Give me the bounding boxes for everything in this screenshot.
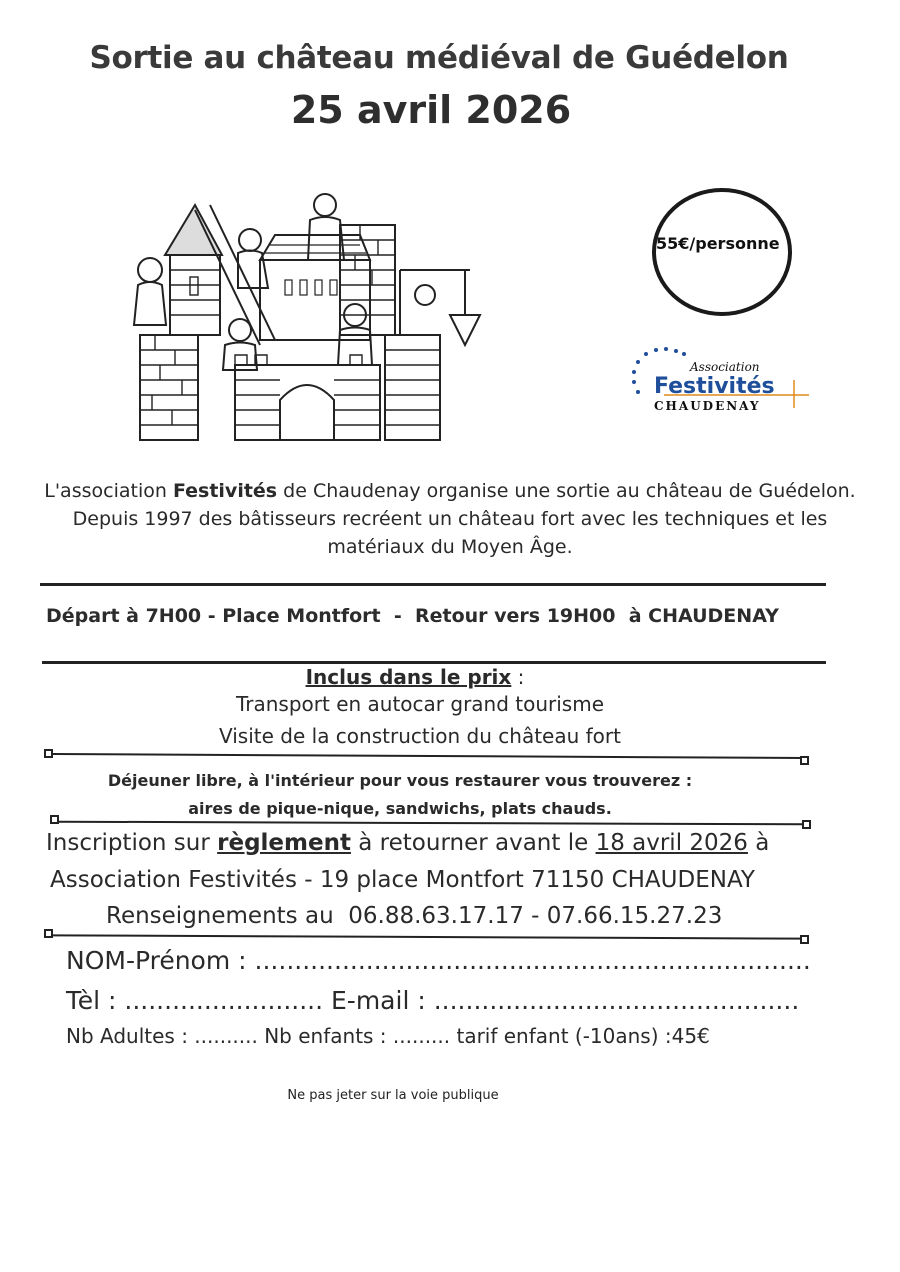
event-date: 25 avril 2026 bbox=[290, 88, 572, 132]
divider bbox=[40, 583, 826, 586]
castle-illustration bbox=[110, 165, 500, 450]
line-end bbox=[50, 815, 59, 824]
intro-association-name: Festivités bbox=[172, 480, 278, 502]
schedule-line: Départ à 7H00 - Place Montfort - Retour vers 19H00 à CHAUDENAY bbox=[46, 605, 779, 627]
included-item: Visite de la construction du château fort bbox=[219, 724, 621, 748]
page-title: Sortie au château médiéval de Guédelon bbox=[89, 40, 789, 76]
included-title: Inclus dans le prix bbox=[305, 665, 512, 689]
registration-middle: à retourner avant le bbox=[350, 830, 596, 856]
included-colon: : bbox=[511, 665, 525, 689]
registration-suffix: à bbox=[747, 830, 770, 856]
footer-note: Ne pas jeter sur la voie publique bbox=[287, 1088, 499, 1103]
logo-line3: CHAUDENAY bbox=[654, 399, 761, 413]
registration-prefix: Inscription sur bbox=[46, 830, 218, 856]
festivites-logo bbox=[624, 340, 814, 420]
lunch-info-line1: Déjeuner libre, à l'intérieur pour vous restaurer vous trouverez : bbox=[107, 771, 693, 790]
intro-paragraph bbox=[40, 477, 860, 561]
tel-email-field[interactable]: Tèl : ......................... E-mail : .............................................. bbox=[66, 986, 800, 1015]
included-heading bbox=[0, 665, 830, 689]
divider bbox=[53, 753, 805, 759]
logo-line1: Association bbox=[690, 360, 760, 374]
divider bbox=[59, 821, 804, 826]
divider bbox=[42, 661, 826, 664]
attendee-count-field[interactable]: Nb Adultes : .......... Nb enfants : ......... tarif enfant (-10ans) :45€ bbox=[66, 1024, 710, 1048]
registration-line bbox=[46, 830, 769, 856]
registration-payment: règlement bbox=[217, 830, 351, 856]
registration-deadline: 18 avril 2026 bbox=[595, 830, 748, 856]
price-label: 55€/personne bbox=[656, 234, 780, 253]
intro-text-1: L'association bbox=[44, 480, 173, 502]
line-end bbox=[800, 756, 809, 765]
line-end bbox=[802, 820, 811, 829]
registration-address: Association Festivités - 19 place Montfort 71150 CHAUDENAY bbox=[50, 867, 755, 893]
line-end bbox=[44, 929, 53, 938]
logo-line2: Festivités bbox=[654, 374, 775, 399]
lunch-info-line2: aires de pique-nique, sandwichs, plats chauds. bbox=[188, 799, 612, 818]
registration-info: Renseignements au 06.88.63.17.17 - 07.66.15.27.23 bbox=[106, 903, 723, 929]
intro-text-2: de Chaudenay organise une sortie au château de Guédelon. Depuis 1997 des bâtisseurs recréent un château fort avec les techniques et les matériaux du Moyen Âge. bbox=[72, 480, 856, 558]
name-field[interactable]: NOM-Prénom : ...................................................................... bbox=[66, 946, 811, 975]
divider bbox=[53, 934, 805, 939]
line-end bbox=[800, 935, 809, 944]
included-item: Transport en autocar grand tourisme bbox=[235, 692, 605, 716]
line-end bbox=[44, 749, 53, 758]
